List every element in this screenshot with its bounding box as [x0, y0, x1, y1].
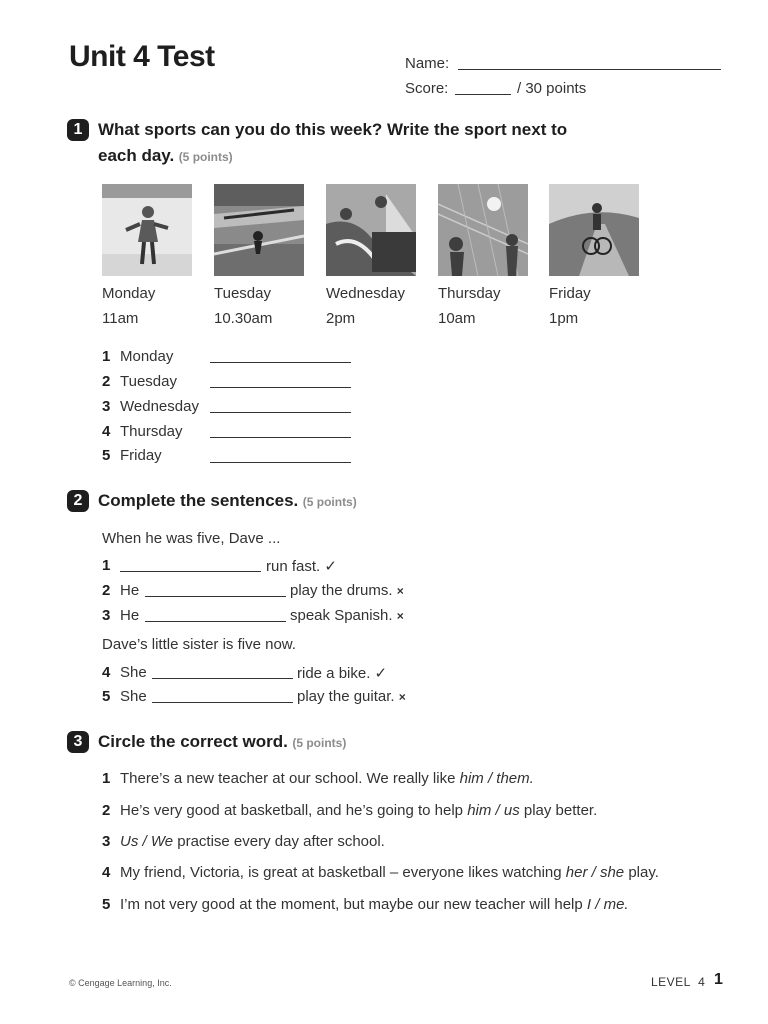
- sentence-text: ride a bike.: [297, 665, 371, 682]
- sentence-text: play the drums.: [290, 582, 393, 599]
- sentence-text: run fast.: [266, 558, 321, 575]
- schedule-time: 11am: [102, 310, 139, 327]
- item-number: 3: [102, 398, 111, 415]
- volleyball-photo: [438, 184, 528, 276]
- item-label: Wednesday: [120, 398, 199, 415]
- answer-blank[interactable]: [152, 702, 293, 703]
- answer-blank[interactable]: [145, 621, 286, 622]
- word-choice[interactable]: I / me.: [586, 896, 629, 913]
- section-2-points: (5 points): [302, 495, 357, 509]
- page-title: Unit 4 Test: [69, 40, 215, 73]
- word-choice[interactable]: Us / We: [120, 833, 174, 850]
- score-label: Score:: [405, 80, 449, 97]
- cycling-photo: [549, 184, 639, 276]
- item-number: 5: [102, 447, 111, 464]
- answer-blank[interactable]: [210, 412, 351, 413]
- sentence-before: He’s very good at basketball, and he’s going to help: [120, 802, 468, 819]
- sentence-subject: She: [120, 664, 147, 681]
- sentence-rest: [297, 664, 387, 682]
- check-icon: ✓: [374, 665, 388, 682]
- item-number: 5: [102, 688, 111, 705]
- check-icon: ✓: [324, 558, 337, 575]
- sentence-after: play better.: [519, 802, 598, 819]
- score-total: / 30 points: [517, 80, 587, 97]
- item-number: 4: [102, 423, 111, 440]
- name-field[interactable]: [458, 69, 721, 70]
- section-3-badge: 3: [67, 731, 89, 753]
- section-1-heading: What sports can you do this week? Write the sport next to: [98, 120, 568, 139]
- sentence: [120, 833, 385, 850]
- schedule-day: Friday: [549, 285, 591, 302]
- schedule-time: 10.30am: [214, 310, 273, 327]
- sentence: [120, 802, 597, 819]
- answer-blank[interactable]: [152, 678, 293, 679]
- sentence-subject: He: [120, 582, 140, 599]
- item-number: 2: [102, 802, 111, 819]
- item-number: 2: [102, 582, 111, 599]
- section-1-badge: 1: [67, 119, 89, 141]
- word-choice[interactable]: him / them.: [459, 770, 534, 787]
- sentence-before: My friend, Victoria, is great at basketball – everyone likes watching: [120, 864, 566, 881]
- sentence-rest: [290, 607, 404, 624]
- page-number: 1: [714, 971, 723, 988]
- schedule-day: Wednesday: [326, 285, 405, 302]
- answer-blank[interactable]: [145, 596, 286, 597]
- item-number: 5: [102, 896, 111, 913]
- item-number: 2: [102, 373, 111, 390]
- item-number: 3: [102, 833, 111, 850]
- answer-blank[interactable]: [120, 571, 261, 572]
- schedule-time: 1pm: [549, 310, 579, 327]
- section-3-points: (5 points): [292, 736, 347, 750]
- answer-blank[interactable]: [210, 462, 351, 463]
- section-1-heading-end: each day.: [98, 146, 175, 165]
- sailing-photo: [326, 184, 416, 276]
- score-field[interactable]: [455, 94, 511, 95]
- item-number: 3: [102, 607, 111, 624]
- answer-blank[interactable]: [210, 387, 351, 388]
- sentence-after: practise every day after school.: [173, 833, 385, 850]
- answer-blank[interactable]: [210, 362, 351, 363]
- cross-icon: ×: [396, 584, 404, 598]
- ice-skating-photo: [102, 184, 192, 276]
- sentence: [120, 896, 629, 913]
- word-choice[interactable]: him / us: [467, 802, 520, 819]
- section-1-points: (5 points): [178, 150, 233, 164]
- sentence-rest: [266, 557, 337, 575]
- item-label: Friday: [120, 447, 162, 464]
- sentence-subject: She: [120, 688, 147, 705]
- sentence-rest: [297, 688, 406, 705]
- name-label: Name:: [405, 55, 450, 72]
- sentence-before: I’m not very good at the moment, but maybe our new teacher will help: [120, 896, 587, 913]
- copyright: © Cengage Learning, Inc.: [69, 978, 172, 988]
- sentence-after: play.: [624, 864, 659, 881]
- sentence-text: play the guitar.: [297, 688, 395, 705]
- schedule-day: Thursday: [438, 285, 501, 302]
- item-number: 1: [102, 770, 111, 787]
- section-2-intro: When he was five, Dave ...: [102, 530, 281, 547]
- sentence-text: speak Spanish.: [290, 607, 393, 624]
- section-2-heading: Complete the sentences.: [98, 491, 299, 510]
- cross-icon: ×: [398, 690, 406, 704]
- answer-blank[interactable]: [210, 437, 351, 438]
- section-3-heading: Circle the correct word.: [98, 732, 288, 751]
- item-number: 1: [102, 348, 111, 365]
- item-label: Tuesday: [120, 373, 177, 390]
- item-number: 4: [102, 864, 111, 881]
- schedule-time: 2pm: [326, 310, 356, 327]
- sentence: [120, 864, 659, 881]
- schedule-day: Tuesday: [214, 285, 271, 302]
- section-1-heading-line2: [98, 146, 233, 166]
- section-2-heading-row: [98, 491, 357, 511]
- sentence: [120, 770, 534, 787]
- word-choice[interactable]: her / she: [565, 864, 625, 881]
- sentence-rest: [290, 582, 404, 599]
- item-number: 4: [102, 664, 111, 681]
- section-2-intro: Dave’s little sister is five now.: [102, 636, 296, 653]
- rowing-photo: [214, 184, 304, 276]
- sentence-before: There’s a new teacher at our school. We really like: [120, 770, 460, 787]
- level-label: LEVEL 4: [651, 975, 706, 989]
- item-label: Monday: [120, 348, 174, 365]
- schedule-day: Monday: [102, 285, 156, 302]
- item-number: 1: [102, 557, 111, 574]
- sentence-subject: He: [120, 607, 140, 624]
- section-2-badge: 2: [67, 490, 89, 512]
- schedule-time: 10am: [438, 310, 476, 327]
- item-label: Thursday: [120, 423, 183, 440]
- section-3-heading-row: [98, 732, 346, 752]
- cross-icon: ×: [396, 609, 404, 623]
